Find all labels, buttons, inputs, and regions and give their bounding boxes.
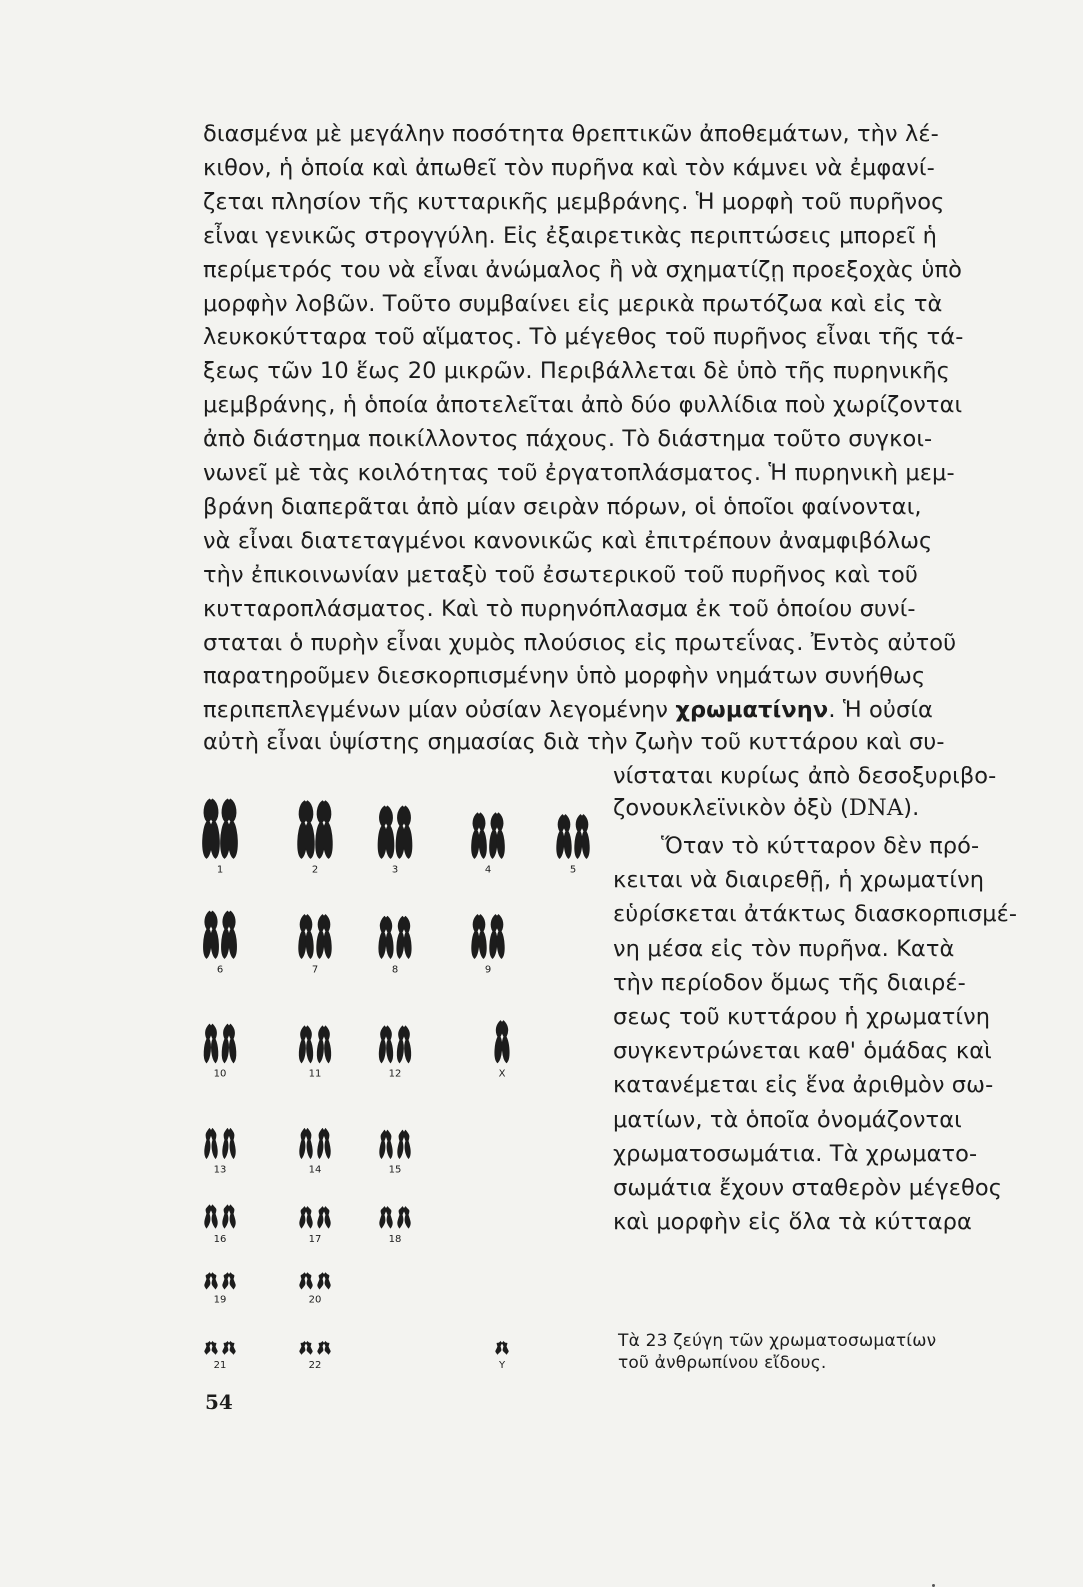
- figure-caption-line1: Τὰ 23 ζεύγη τῶν χρωματοσωματίων: [618, 1331, 937, 1351]
- chromosome-2: [298, 801, 332, 875]
- chromosome-y: [496, 1342, 508, 1371]
- text-line: τὴν περίοδον ὅμως τῆς διαιρέ-: [613, 969, 966, 996]
- chromosome-label: 6: [216, 964, 224, 976]
- text-line: μεμβράνης, ἡ ὁποία ἀποτελεῖται ἀπὸ δύο φυλλίδια ποὺ χωρίζονται: [203, 392, 963, 419]
- chromosome-label: 10: [213, 1068, 227, 1080]
- text-line: Ὅταν τὸ κύτταρον δὲν πρό-: [661, 833, 980, 859]
- chromosome-label: 15: [388, 1164, 402, 1176]
- chromosome-label: 1: [216, 864, 224, 876]
- text-line: εἶναι γενικῶς στρογγύλη. Εἰς ἐξαιρετικὰς περιπτώσεις μπορεῖ ἡ: [203, 222, 937, 249]
- text-line: ἀπὸ διάστημα ποικίλλοντος πάχους. Τὸ διάστημα τοῦτο συγκοι-: [203, 426, 933, 453]
- chromosome-label: 19: [213, 1294, 227, 1306]
- text-line: νίσταται κυρίως ἀπὸ δεσοξυριβο-: [613, 763, 997, 789]
- chromosome-12: [379, 1026, 410, 1080]
- text-line: χρωματοσωμάτια. Τὰ χρωματο-: [613, 1140, 978, 1167]
- text-line: νὰ εἶναι διατεταγμένοι κανονικῶς καὶ ἐπιτρέπουν ἀναμφιβόλως: [203, 527, 933, 554]
- chromosome-label: 9: [484, 964, 492, 976]
- chromosome-label: 18: [388, 1233, 402, 1245]
- text-line: νωνεῖ μὲ τὰς κοιλότητας τοῦ ἐργατοπλάσματος. Ἡ πυρηνικὴ μεμ-: [203, 460, 955, 486]
- chromosome-label: 14: [308, 1164, 322, 1176]
- chromosome-8: [379, 917, 411, 976]
- chromosome-label: 7: [311, 964, 319, 976]
- chromosome-label: 13: [213, 1164, 227, 1176]
- chromosome-label: 20: [308, 1294, 322, 1306]
- chromosome-label: 11: [308, 1068, 322, 1080]
- chromosome-10: [204, 1024, 236, 1079]
- chromosome-label: 3: [391, 864, 399, 876]
- text-line: ξεως τῶν 10 ἕως 20 μικρῶν. Περιβάλλεται δὲ ὑπὸ τῆς πυρηνικῆς: [203, 358, 950, 385]
- text-line: αὐτὴ εἶναι ὑψίστης σημασίας διὰ τὴν ζωὴν τοῦ κυττάρου καὶ συ-: [203, 729, 945, 755]
- chromosome-20: [300, 1273, 330, 1306]
- chromosome-label: 5: [569, 864, 577, 876]
- chromosome-label: Y: [498, 1359, 506, 1371]
- chromosome-3: [378, 806, 412, 875]
- text-line: καὶ μορφὴν εἰς ὅλα τὰ κύτταρα: [613, 1209, 972, 1236]
- chromosome-label: X: [498, 1068, 506, 1080]
- chromosome-22: [300, 1342, 330, 1371]
- text-fragment: ).: [903, 795, 920, 821]
- chromosome-label: 17: [308, 1233, 322, 1245]
- page-number: 54: [205, 1390, 233, 1414]
- chromosome-label: 2: [311, 864, 319, 876]
- text-line: κατανέμεται εἰς ἕνα ἀριθμὸν σω-: [613, 1072, 994, 1099]
- text-line: βράνη διαπερᾶται ἀπὸ μίαν σειρὰν πόρων, οἱ ὁποῖοι φαίνονται,: [203, 493, 922, 520]
- karyotype-figure: [180, 780, 600, 1380]
- chromosome-label: 4: [484, 864, 492, 876]
- chromosome-label: 12: [388, 1068, 402, 1080]
- text-fragment: ζονουκλεϊνικὸν ὀξὺ (: [613, 795, 849, 821]
- text-line: κιθον, ἡ ὁποία καὶ ἀπωθεῖ τὸν πυρῆνα καὶ τὸν κάμνει νὰ ἐμφανί-: [203, 154, 935, 181]
- text-line-chromatin: [203, 694, 933, 726]
- chromosome-label: 16: [213, 1233, 227, 1245]
- chromosome-x: [495, 1021, 509, 1080]
- text-line: κειται νὰ διαιρεθῇ, ἡ χρωματίνη: [613, 867, 985, 894]
- chromosome-17: [300, 1207, 330, 1245]
- chromosome-label: 22: [308, 1359, 322, 1371]
- text-line: ματίων, τὰ ὁποῖα ὀνομάζονται: [613, 1106, 962, 1133]
- chromosome-15: [380, 1130, 410, 1175]
- chromosome-21: [205, 1342, 235, 1371]
- text-line-dna: [613, 792, 920, 824]
- figure-caption-line2: τοῦ ἀνθρωπίνου εἴδους.: [618, 1353, 827, 1373]
- text-line: συγκεντρώνεται καθ' ὁμάδας καὶ: [613, 1038, 992, 1065]
- text-line: εὑρίσκεται ἀτάκτως διασκορπισμέ-: [613, 901, 1018, 928]
- text-line: τὴν ἐπικοινωνίαν μεταξὺ τοῦ ἐσωτερικοῦ τοῦ πυρῆνος καὶ τοῦ: [203, 561, 919, 588]
- term-chromatin: χρωματίνην: [675, 697, 829, 723]
- chromosome-9: [472, 915, 504, 975]
- chromosome-14: [300, 1129, 330, 1176]
- chromosome-5: [557, 815, 589, 875]
- chromosome-13: [205, 1129, 235, 1176]
- text-line: λευκοκύτταρα τοῦ αἵματος. Τὸ μέγεθος τοῦ πυρῆνος εἶναι τῆς τά-: [203, 324, 964, 351]
- text-line: διασμένα μὲ μεγάλην ποσότητα θρεπτικῶν ἀποθεμάτων, τὴν λέ-: [203, 121, 939, 147]
- text-line: κυτταροπλάσματος. Καὶ τὸ πυρηνόπλασμα ἐκ τοῦ ὁποίου συνί-: [203, 595, 916, 622]
- text-fragment: περιπεπλεγμένων μίαν οὐσίαν λεγομένην: [203, 697, 676, 723]
- text-line: περίμετρός του νὰ εἶναι ἀνώμαλος ἢ νὰ σχηματίζῃ προεξοχὰς ὑπὸ: [203, 256, 962, 283]
- chromosome-19: [205, 1273, 235, 1306]
- chromosome-label: 21: [213, 1359, 227, 1371]
- text-line: σωμάτια ἔχουν σταθερὸν μέγεθος: [613, 1175, 1003, 1201]
- text-fragment: . Ἡ οὐσία: [828, 697, 933, 723]
- chromosome-18: [380, 1207, 410, 1245]
- text-line: μορφὴν λοβῶν. Τοῦτο συμβαίνει εἰς μερικὰ πρωτόζωα καὶ εἰς τὰ: [203, 290, 943, 317]
- chromosome-4: [472, 813, 505, 875]
- chromosome-11: [299, 1026, 330, 1080]
- chromosome-1: [203, 799, 238, 875]
- chromosome-16: [205, 1205, 235, 1245]
- chromosome-7: [299, 915, 331, 975]
- text-line: σεως τοῦ κυττάρου ἡ χρωματίνη: [613, 1004, 991, 1030]
- term-dna: DNA: [848, 795, 904, 821]
- text-line: παρατηροῦμεν διεσκορπισμένην ὑπὸ μορφὴν νημάτων συνήθως: [203, 663, 926, 690]
- text-line: σταται ὁ πυρὴν εἶναι χυμὸς πλούσιος εἰς πρωτεΐνας. Ἐντὸς αὐτοῦ: [203, 629, 957, 656]
- text-line: ζεται πλησίον τῆς κυτταρικῆς μεμβράνης. Ἡ μορφὴ τοῦ πυρῆνος: [203, 188, 945, 215]
- chromosome-label: 8: [391, 964, 399, 976]
- text-line: νη μέσα εἰς τὸν πυρῆνα. Κατὰ: [613, 935, 955, 962]
- chromosome-6: [204, 911, 237, 975]
